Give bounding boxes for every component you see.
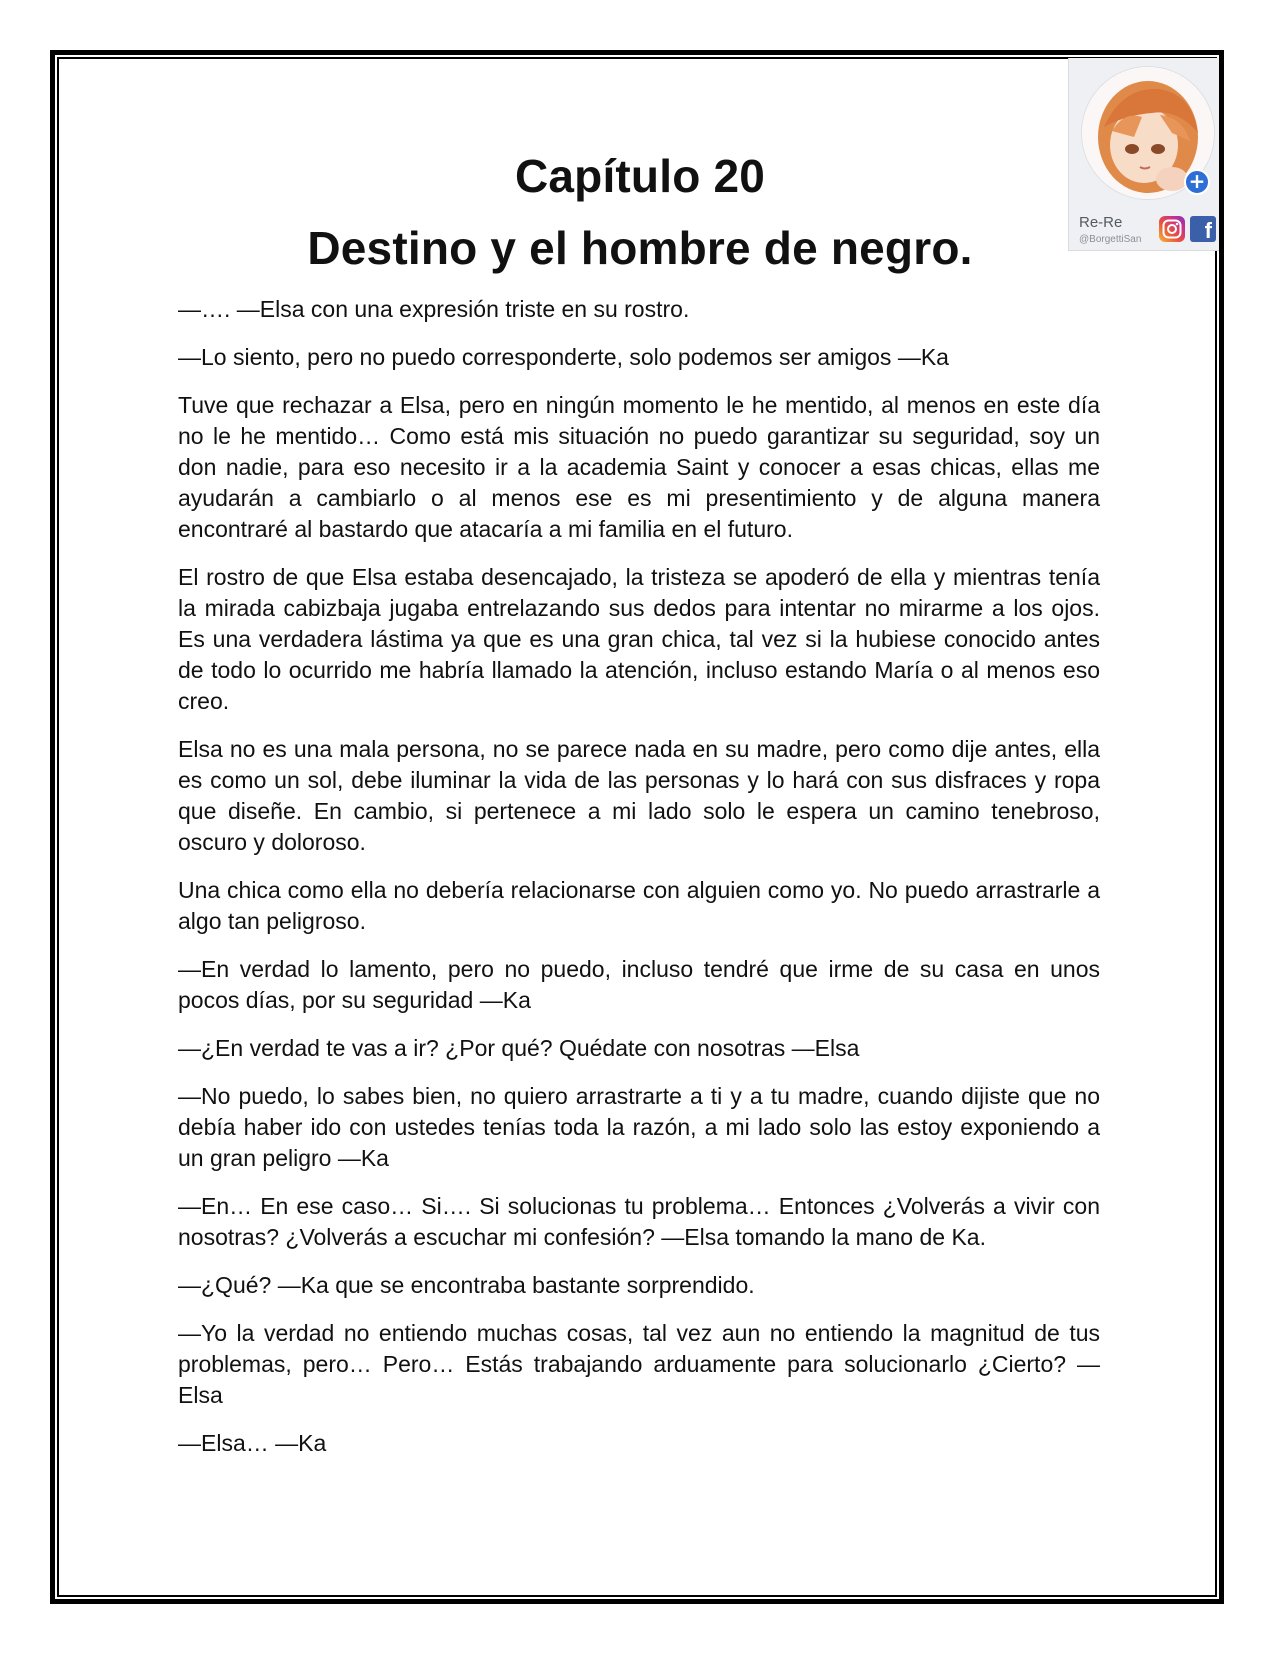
- plus-icon: +: [1184, 169, 1210, 195]
- paragraph: Una chica como ella no debería relacionarse con alguien como yo. No puedo arrastrarle a algo tan peligroso.: [178, 877, 1100, 934]
- paragraph: Tuve que rechazar a Elsa, pero en ningún momento le he mentido, al menos en este día no le he mentido… Como está mis situación no puedo garantizar su seguridad, soy un don nadie, para eso necesito ir a la academia Saint y conocer a esas chicas, ellas me ayudarán a cambiarlo o al menos ese es mi presentimiento y de alguna manera encontraré al bastardo que atacaría a mi familia en el futuro.: [178, 392, 1100, 542]
- facebook-icon: f: [1190, 216, 1216, 242]
- watermark-handle: @BorgettiSan: [1079, 234, 1142, 245]
- paragraph: —Yo la verdad no entiendo muchas cosas, tal vez aun no entiendo la magnitud de tus problemas, pero… Pero… Estás trabajando arduamente para solucionarlo ¿Cierto? —Elsa: [178, 1320, 1100, 1408]
- paragraph: —En… En ese caso… Si…. Si solucionas tu problema… Entonces ¿Volverás a vivir con nosotras? ¿Volverás a escuchar mi confesión? —Elsa tomando la mano de Ka.: [178, 1193, 1100, 1250]
- paragraph: —…. —Elsa con una expresión triste en su rostro.: [178, 296, 690, 322]
- paragraph: —Lo siento, pero no puedo corresponderte, solo podemos ser amigos —Ka: [178, 344, 949, 370]
- chapter-number: Capítulo 20: [514, 150, 766, 202]
- paragraph: —¿Qué? —Ka que se encontraba bastante sorprendido.: [178, 1272, 755, 1298]
- paragraph: —En verdad lo lamento, pero no puedo, incluso tendré que irme de su casa en unos pocos días, por su seguridad —Ka: [178, 956, 1100, 1013]
- watermark-name: Re-Re: [1079, 214, 1123, 231]
- chapter-body: [178, 294, 1100, 1476]
- paragraph: El rostro de que Elsa estaba desencajado, la tristeza se apoderó de ella y mientras tenía la mirada cabizbaja jugaba entrelazando sus dedos para intentar no mirarme a los ojos. Es una verdadera lástima ya que es una gran chica, tal vez si la hubiese conocido antes de todo lo ocurrido me habría llamado la atención, incluso estando María o al menos eso creo.: [178, 564, 1100, 714]
- paragraph: —¿En verdad te vas a ir? ¿Por qué? Quédate con nosotras —Elsa: [178, 1035, 860, 1061]
- instagram-icon: [1159, 216, 1185, 242]
- paragraph: Elsa no es una mala persona, no se parece nada en su madre, pero como dije antes, ella es como un sol, debe iluminar la vida de las personas y lo hará con sus disfraces y ropa que diseñe. En cambio, si pertenece a mi lado solo le espera un camino tenebroso, oscuro y doloroso.: [178, 736, 1100, 855]
- chapter-title: Destino y el hombre de negro.: [307, 222, 973, 274]
- translator-watermark-card: [1068, 58, 1219, 251]
- paragraph: —Elsa… —Ka: [178, 1430, 327, 1456]
- paragraph: —No puedo, lo sabes bien, no quiero arrastrarte a ti y a tu madre, cuando dijiste que no debía haber ido con ustedes tenías toda la razón, a mi lado solo las estoy exponiendo a un gran peligro —Ka: [178, 1083, 1100, 1171]
